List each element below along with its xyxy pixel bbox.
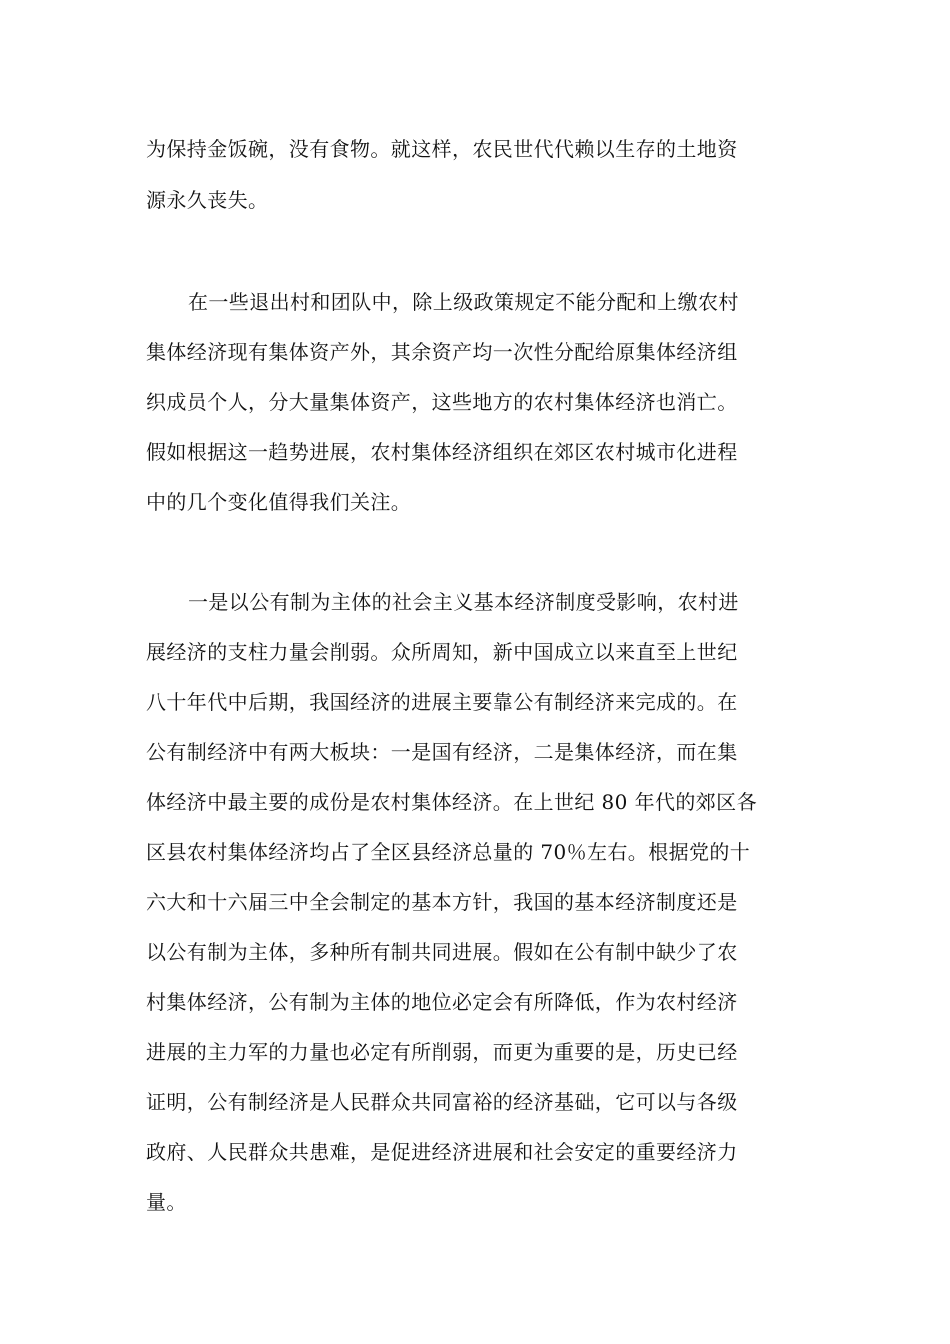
paragraph-1-line-1: 为保持金饭碗，没有食物。就这样，农民世代代赖以生存的土地资: [146, 137, 738, 161]
paragraph-3-line-10: 进展的主力军的力量也必定有所削弱，而更为重要的是，历史已经: [146, 1040, 738, 1064]
paragraph-3-line-9: 村集体经济，公有制为主体的地位必定会有所降低，作为农村经济: [146, 990, 738, 1014]
paragraph-2-line-2: 集体经济现有集体资产外，其余资产均一次性分配给原集体经济组: [146, 340, 738, 364]
paragraph-2-line-4: 假如根据这一趋势进展，农村集体经济组织在郊区农村城市化进程: [146, 440, 738, 464]
paragraph-3-line-6: 区县农村集体经济均占了全区县经济总量的 70％左右。根据党的十: [146, 840, 751, 864]
paragraph-3-line-7: 六大和十六届三中全会制定的基本方针，我国的基本经济制度还是: [146, 890, 738, 914]
paragraph-3-line-8: 以公有制为主体，多种所有制共同进展。假如在公有制中缺少了农: [146, 940, 738, 964]
paragraph-1-line-2: 源永久丧失。: [146, 188, 269, 212]
paragraph-3-line-11: 证明，公有制经济是人民群众共同富裕的经济基础，它可以与各级: [146, 1090, 738, 1114]
paragraph-3-line-4: 公有制经济中有两大板块：一是国有经济，二是集体经济，而在集: [146, 740, 738, 764]
paragraph-3-line-5: 体经济中最主要的成份是农村集体经济。在上世纪 80 年代的郊区各: [146, 790, 757, 814]
paragraph-2-line-1: 在一些退出村和团队中，除上级政策规定不能分配和上缴农村: [188, 290, 739, 314]
paragraph-2-line-5: 中的几个变化值得我们关注。: [146, 490, 412, 514]
paragraph-2-line-3: 织成员个人，分大量集体资产，这些地方的农村集体经济也消亡。: [146, 390, 738, 414]
paragraph-3-line-13: 量。: [146, 1190, 187, 1214]
paragraph-3-line-2: 展经济的支柱力量会削弱。众所周知，新中国成立以来直至上世纪: [146, 640, 738, 664]
paragraph-3-line-3: 八十年代中后期，我国经济的进展主要靠公有制经济来完成的。在: [146, 690, 738, 714]
paragraph-3-line-1: 一是以公有制为主体的社会主义基本经济制度受影响，农村进: [188, 590, 739, 614]
paragraph-3-line-12: 政府、人民群众共患难，是促进经济进展和社会安定的重要经济力: [146, 1140, 738, 1164]
